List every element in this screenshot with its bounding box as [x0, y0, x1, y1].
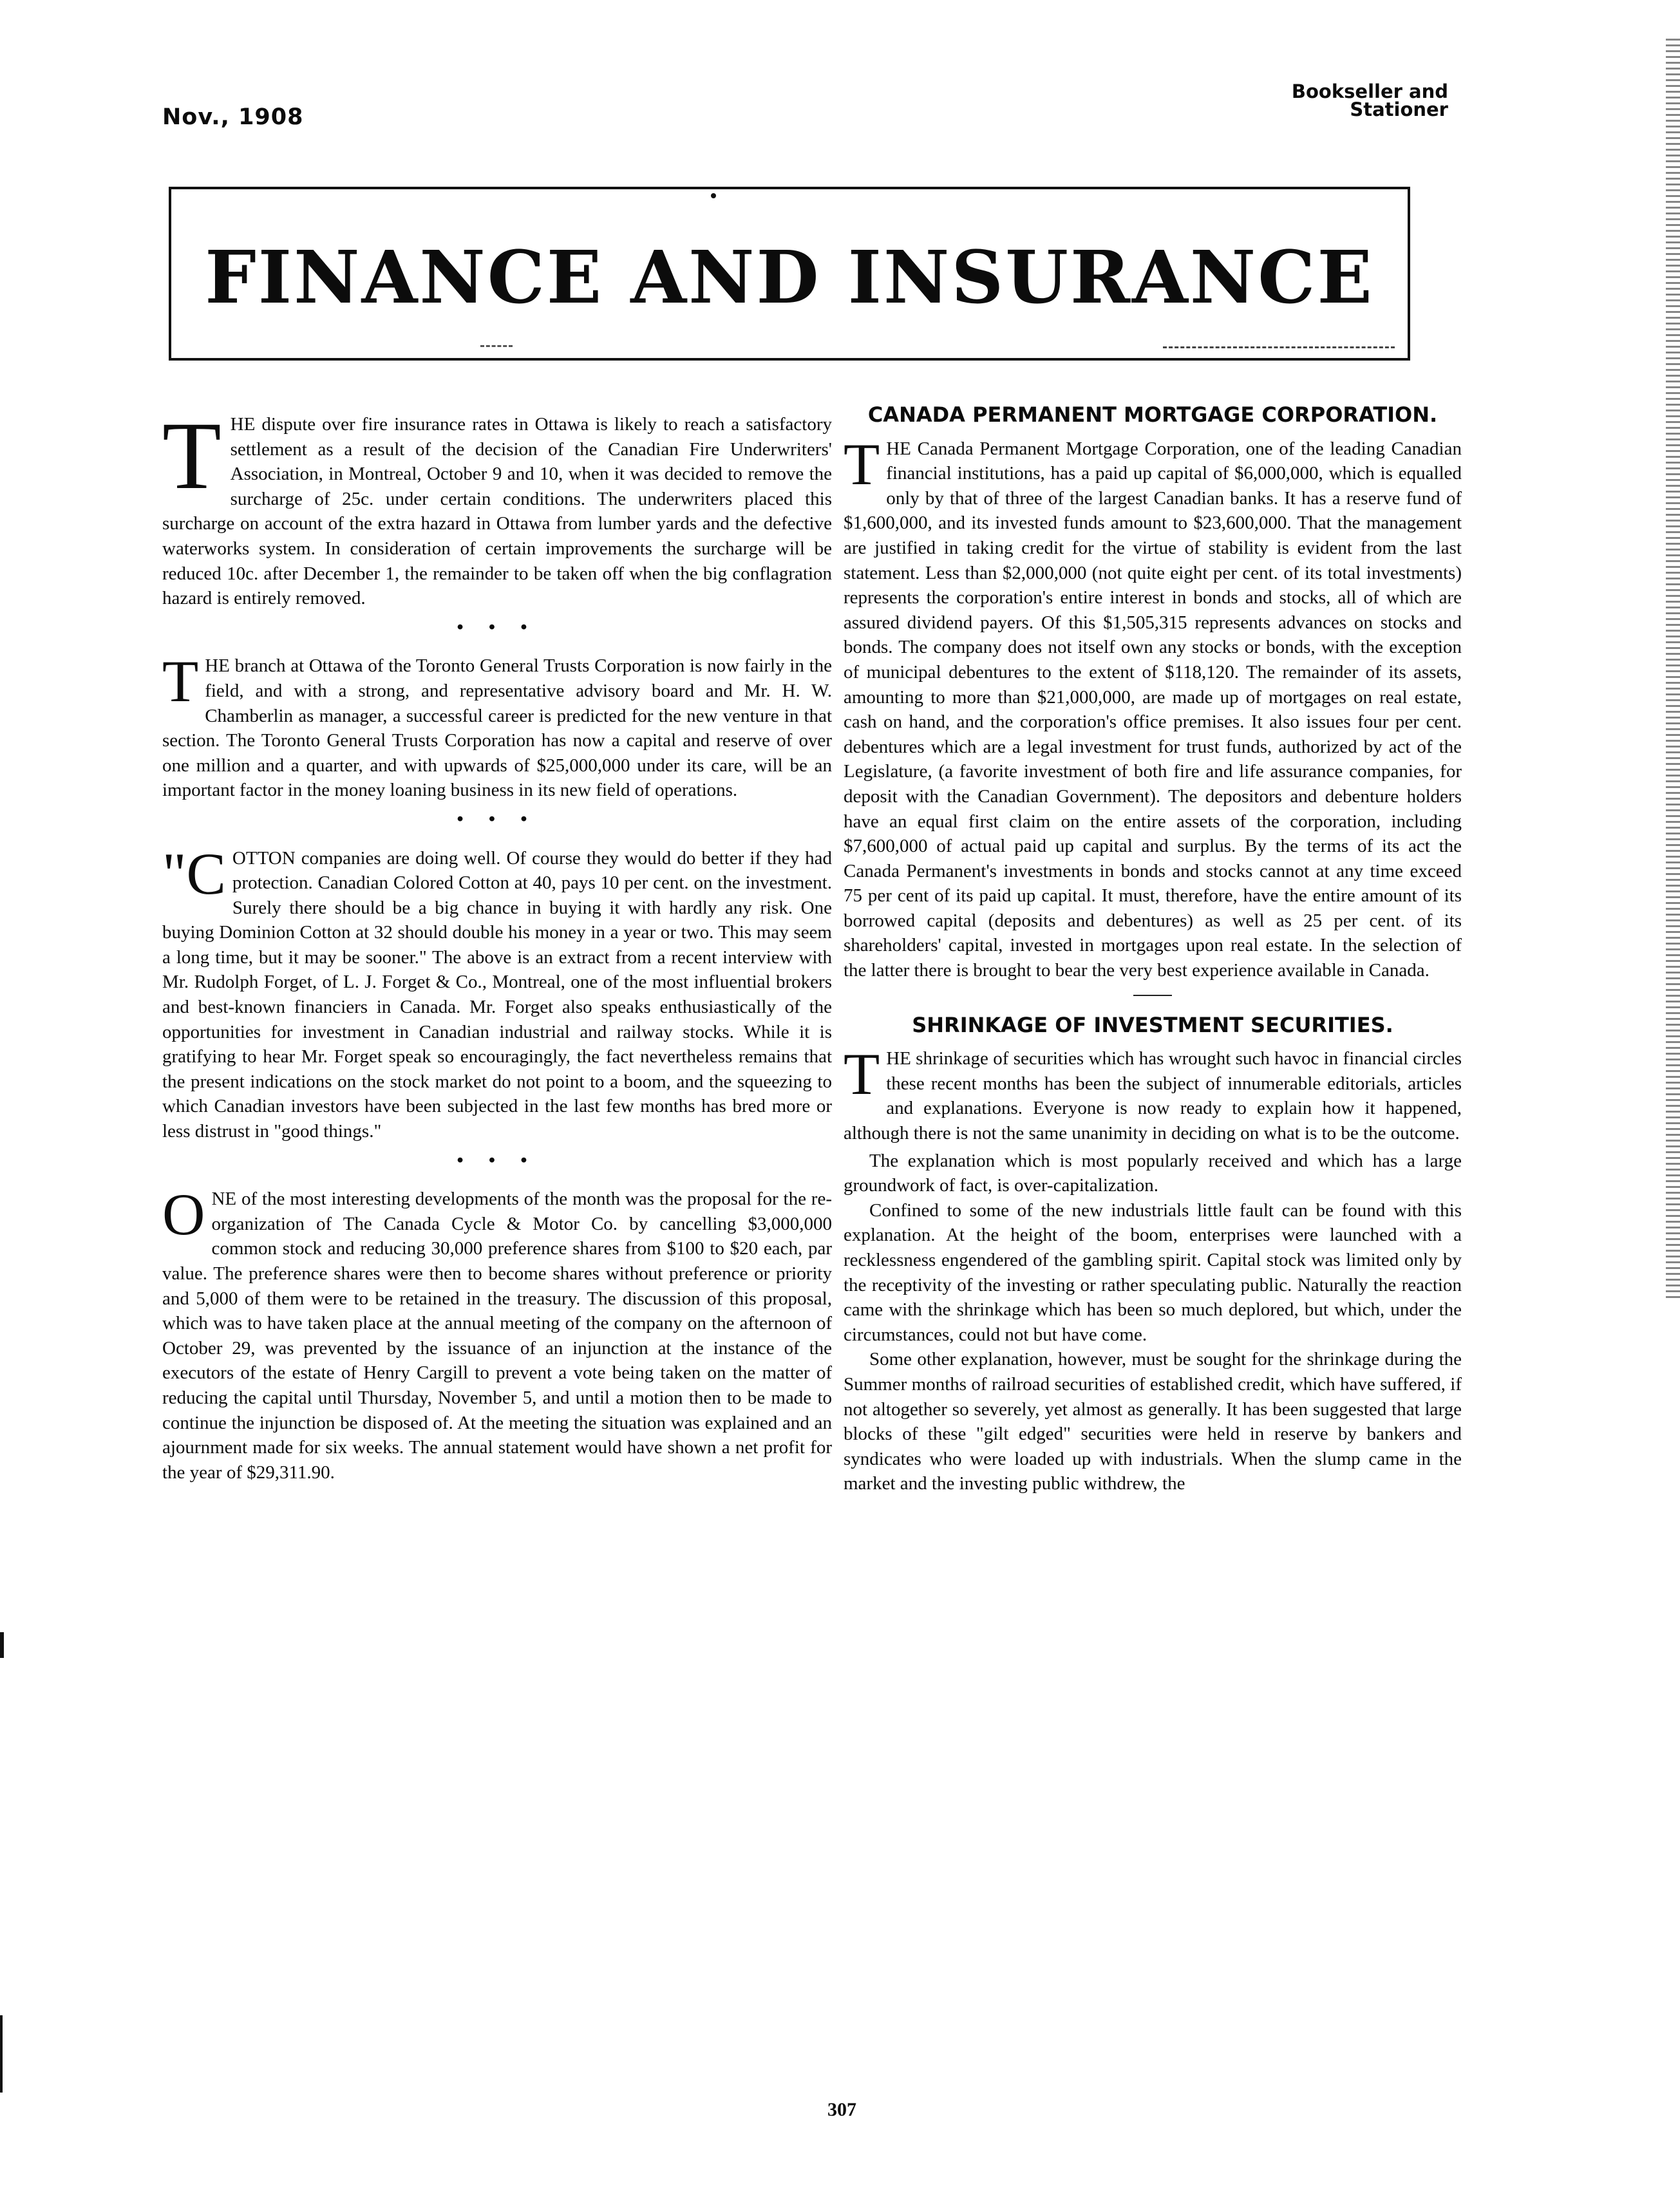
article-shrinkage-p4: Some other explanation, however, must be sought for the shrinkage during the Summer months of railroad securities of established credit, which have suffered, if not altogether so severely, yet almost as generally. It has been suggested that large blocks of these "gilt edged" securities were held in reserve by bankers and syndicates who were loaded up with industrials. When the slump came in the market and the investing public withdrew, the	[844, 1349, 1462, 1494]
separator-dots: • • •	[457, 808, 538, 829]
article-text: HE dispute over fire insurance rates in Ottawa is likely to reach a satisfactory settlement as a result of the decision of the Canadian Fire Underwriters' Association, in Montreal, October 9 and 10, when it was decided to remove the surcharge of 25c. under certain conditions. The underwriters placed this surcharge on account of the extra hazard in Ottawa from lumber yards and the defective waterworks system. In consideration of certain improvements the surcharge will be reduced 10c. after December 1, the remainder to be taken off when the big conflagration hazard is entirely removed.	[162, 414, 832, 609]
title-dash-rule-left	[480, 345, 513, 347]
article-text: HE shrinkage of securities which has wrought such havoc in financial circles these recent months has been the subject of innumerable editorials, articles and explanations. Everyone is now ready to explain how it happened, although there is not the same unanimity in deciding on what is to be the outcome.	[844, 1048, 1462, 1144]
binding-edge	[1666, 39, 1680, 1301]
page-number: 307	[827, 2099, 856, 2120]
article-shrinkage-p1	[844, 1041, 1462, 1145]
section-heading-shrinkage: SHRINKAGE OF INVESTMENT SECURITIES.	[912, 1012, 1393, 1037]
article-canada-permanent	[844, 431, 1462, 983]
scan-mark	[0, 1632, 4, 1658]
article-text: OTTON companies are doing well. Of course they would do better if they had protection. Canadian Colored Cotton at 40, pays 10 per cent. on the investment. Surely there should be a big chance in buying it with hardly any risk. One buying Dominion Cotton at 32 should double his money in a year or two. This may seem a long time, but it may be sooner." The above is an extract from a recent interview with Mr. Rudolph Forget, of L. J. Forget & Co., Montreal, one of the most influential brokers and best-known financiers in Canada. Mr. Forget also speaks enthusiastically of the opportunities for investment in Canadian industrial and railway stocks. While it is gratifying to hear Mr. Forget speak so encouragingly, the fact nevertheless remains that the present indications on the stock market do not point to a boom, and the squeezing to which Canadian investors have been subjected in the last few months has bred more or less distrust in "good things."	[162, 847, 832, 1142]
article-text: HE branch at Ottawa of the Toronto General Trusts Corporation is now fairly in the field, and with a strong, and representative advisory board and Mr. H. W. Chamberlin as manager, a successful career is predicted for the new venture in that section. The Toronto General Trusts Corporation has now a capital and reserve of over one million and a quarter, and with upwards of $25,000,000 under its care, will be an important factor in the money loaning business in its new field of operations.	[162, 655, 832, 801]
article-cotton-companies	[162, 840, 832, 1144]
article-canada-cycle-motor	[162, 1181, 832, 1485]
section-divider	[1133, 995, 1172, 996]
drop-cap: T	[844, 1041, 880, 1107]
article-text: HE Canada Permanent Mortgage Corporation, one of the leading Canadian financial institutions, has a paid up capital of $6,000,000, which is equalled only by that of three of the largest Canadian banks. It has a reserve fund of $1,600,000, and its invested funds amount to $23,600,000. That the management are justified in taking credit for the virtue of stability is evident from the last statement. Less than $2,000,000 (not quite eight per cent. of its total investments) represents the corporation's entire interest in bonds and stocks, all of which are assured dividend payers. Of this $1,505,315 represents advances on stocks and bonds. The company does not itself own any stocks or bonds, with the exception of municipal debentures to the extent of $118,120. The remainder of its assets, amounting to more than $21,000,000, are made up of mortgages on real estate, cash on hand, and the corporation's office premises. It also issues four per cent. debentures which are a legal investment for trust funds, authorized by act of the Legislature, (a favorite investment of both fire and life assurance companies, for deposit with the Canadian Government). The depositors and debenture holders have an equal first claim on the entire assets of the corporation, including $7,600,000 of actual paid up capital and surplus. By the terms of its act the Canada Permanent's investments in bonds and stocks cannot at any time exceed 75 per cent of its paid up capital. It must, therefore, have the entire amount of its borrowed capital (deposits and debentures) as well as 25 per cent. of its shareholders' capital, invested in mortgages upon real estate. In the selection of the latter there is brought to bear the very best experience available in Canada.	[844, 438, 1462, 981]
article-toronto-general-trusts	[162, 648, 832, 803]
scan-mark	[0, 2015, 3, 2093]
publication-name-line1: Bookseller and	[1291, 80, 1448, 102]
issue-date: Nov., 1908	[162, 104, 304, 130]
article-fire-insurance-ottawa	[162, 402, 832, 611]
drop-cap: T	[162, 402, 222, 509]
article-shrinkage-p3: Confined to some of the new industrials little fault can be found with this explanation. At the height of the boom, enterprises were launched with a recklessness engendered of the gambling spirit. Capital stock was limited only by the receptivity of the investing or rather speculating public. Naturally the reaction came with the shrinkage which has been so much deplored, but which, under the circumstances, could not but have come.	[844, 1200, 1462, 1345]
title-dash-rule-right	[1163, 346, 1395, 348]
right-column	[844, 402, 1462, 1496]
publication-name-line2: Stationer	[1350, 99, 1448, 120]
left-column	[162, 402, 832, 1485]
separator-dots: • • •	[457, 1149, 538, 1171]
publication-name	[1292, 82, 1448, 118]
separator-dots: • • •	[457, 616, 538, 637]
drop-cap: T	[162, 648, 199, 715]
drop-cap: O	[162, 1181, 205, 1248]
section-heading-canada-permanent: CANADA PERMANENT MORTGAGE CORPORATION.	[867, 402, 1438, 427]
drop-cap: T	[844, 431, 880, 497]
title-ornament-dot	[711, 193, 716, 198]
article-shrinkage-p2: The explanation which is most popularly received and which has a large groundwork of fact, is over-capitalization.	[844, 1150, 1462, 1196]
page-title: FINANCE AND INSURANCE	[205, 236, 1374, 320]
title-box	[169, 187, 1410, 361]
drop-cap: "C	[162, 840, 226, 907]
article-text: NE of the most interesting developments of the month was the proposal for the re-organization of The Canada Cycle & Motor Co. by cancelling $3,000,000 common stock and reducing 30,000 preference shares from $100 to $20 each, par value. The preference shares were then to become shares without preference or priority and 5,000 of them were to be retained in the treasury. The discussion of this proposal, which was to have taken place at the annual meeting of the company on the afternoon of October 29, was prevented by the issuance of an injunction at the instance of the executors of the estate of Henry Cargill to prevent a vote being taken on the matter of reducing the capital until Thursday, November 5, and until a motion then to be made to continue the injunction be disposed of. At the meeting the situation was explained and an ajournment made for six weeks. The annual statement would have shown a net profit for the year of $29,311.90.	[162, 1189, 832, 1483]
